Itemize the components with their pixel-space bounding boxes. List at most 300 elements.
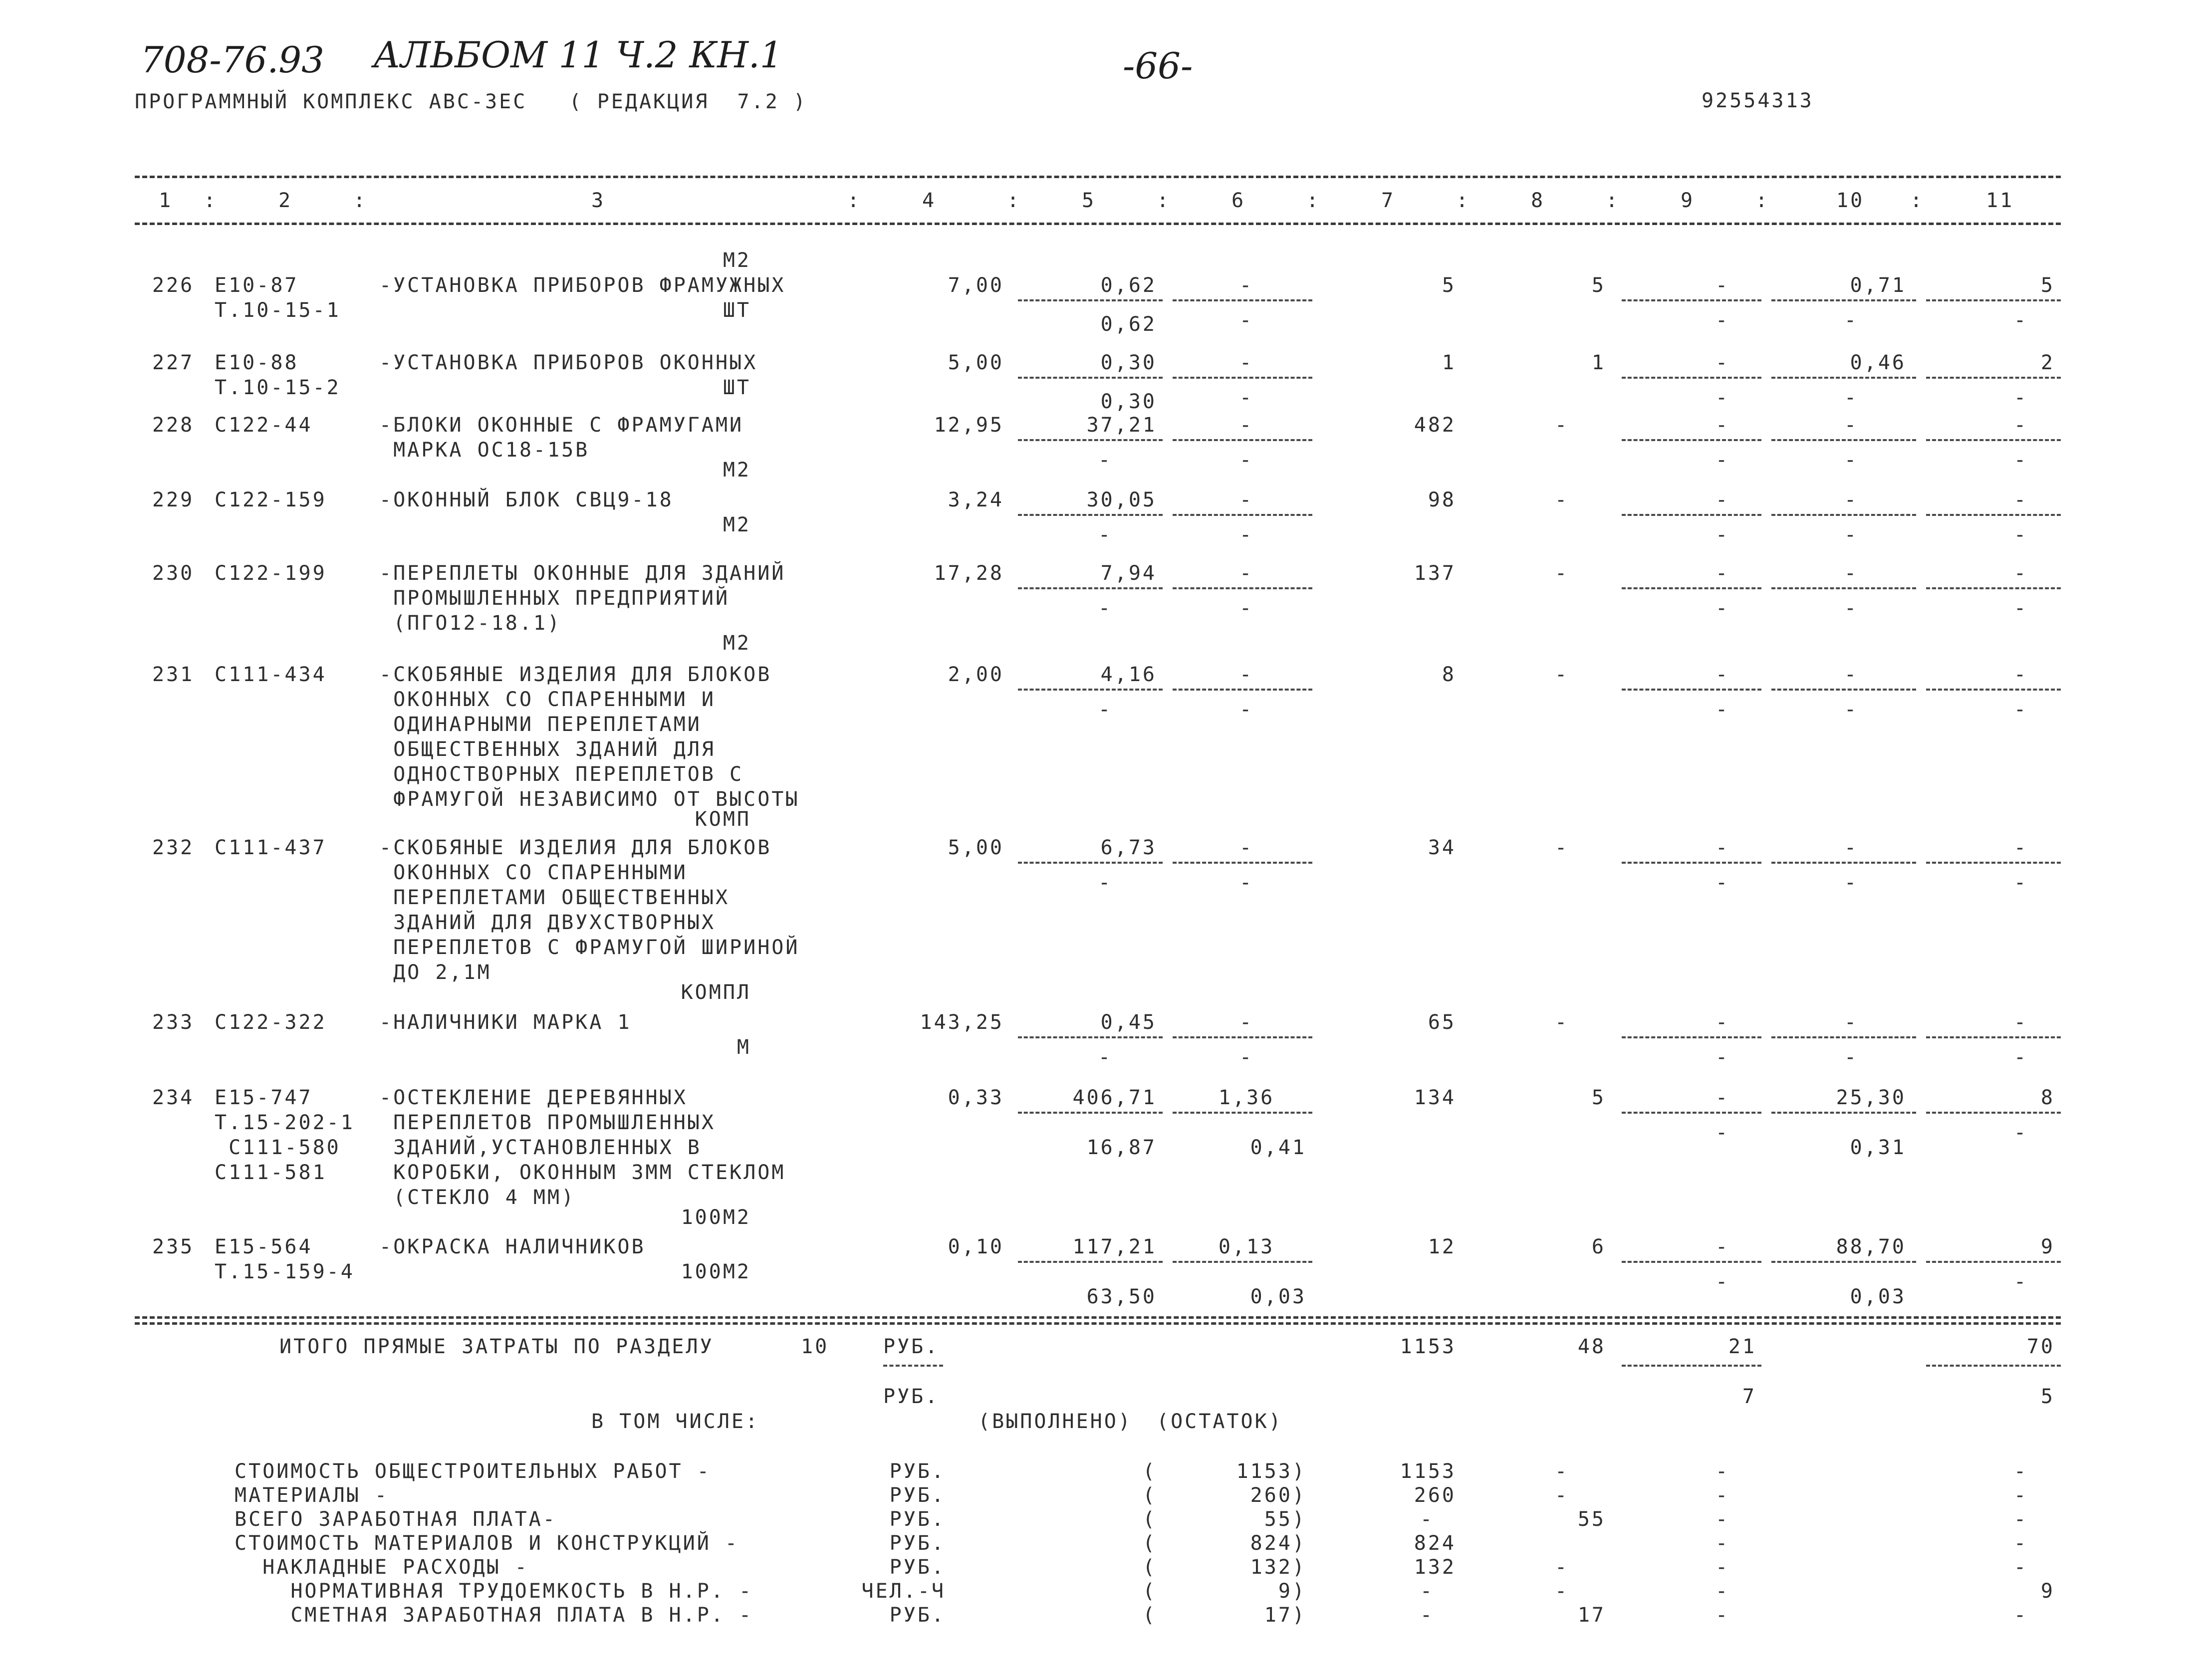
breakdown-col9: - [1715, 1580, 1730, 1603]
breakdown-label: НАКЛАДНЫЕ РАСХОДЫ - [235, 1556, 529, 1579]
work-name: -УСТАНОВКА ПРИБОРОВ ФРАМУЖНЫХ [379, 274, 786, 297]
cell-rule [1018, 1036, 1163, 1038]
col5-lower: 0,30 [1100, 390, 1157, 413]
quantity: 5,00 [948, 351, 1004, 374]
breakdown-col9: - [1715, 1508, 1730, 1531]
col8-value: 5 [1591, 274, 1606, 297]
cell-rule [1771, 514, 1916, 516]
col6-value: - [1239, 836, 1254, 859]
work-name: ФРАМУГОЙ НЕЗАВИСИМО ОТ ВЫСОТЫ [379, 788, 800, 811]
breakdown-label: СТОИМОСТЬ МАТЕРИАЛОВ И КОНСТРУКЦИЙ - [235, 1532, 739, 1555]
col11-lower: - [2013, 871, 2028, 894]
unit-label: М2 [723, 513, 751, 536]
quantity: 17,28 [934, 562, 1004, 585]
resource-code: С111-437 [215, 836, 327, 859]
col5-value: 0,62 [1100, 274, 1157, 297]
cell-rule [1173, 689, 1312, 691]
breakdown-col9: - [1715, 1484, 1730, 1507]
cell-rule [1622, 587, 1761, 589]
col10-value: 25,30 [1836, 1086, 1906, 1109]
col10-value: 0,46 [1850, 351, 1906, 374]
quantity: 143,25 [920, 1011, 1004, 1034]
col10-value: - [1844, 836, 1859, 859]
cell-rule [1018, 862, 1163, 864]
handwritten-album: АЛЬБОМ 11 Ч.2 КН.1 [373, 34, 783, 76]
col9-lower: - [1715, 523, 1730, 546]
breakdown-label: НОРМАТИВНАЯ ТРУДОЕМКОСТЬ В Н.Р. - [235, 1580, 753, 1603]
handwritten-code: 708-76.93 [141, 39, 324, 81]
unit-label: М2 [723, 459, 751, 481]
col11-lower: - [2013, 449, 2028, 472]
col10-lower: - [1844, 309, 1859, 332]
rest-label: (ОСТАТОК) [1157, 1410, 1283, 1433]
open-paren: ( [1143, 1580, 1157, 1603]
breakdown-unit: РУБ. [889, 1460, 946, 1483]
col10-lower: - [1844, 597, 1859, 620]
breakdown-label: СМЕТНАЯ ЗАРАБОТНАЯ ПЛАТА В Н.Р. - [235, 1604, 753, 1627]
resource-code: Е15-747 [215, 1086, 313, 1109]
breakdown-col11: 9 [2040, 1580, 2055, 1603]
column-header-11: 11 [1986, 189, 2014, 212]
col11-value: - [2013, 414, 2028, 437]
work-name: ОДИНАРНЫМИ ПЕРЕПЛЕТАМИ [379, 713, 702, 736]
col7-value: 98 [1428, 488, 1456, 511]
cell-rule [1926, 377, 2061, 379]
col11-lower: - [2013, 386, 2028, 409]
quantity: 7,00 [948, 274, 1004, 297]
done-label: (ВЫПОЛНЕНО) [978, 1410, 1132, 1433]
resource-code: С122-159 [215, 488, 327, 511]
col10-lower: - [1844, 1046, 1859, 1069]
total-col8: 48 [1577, 1335, 1606, 1358]
col11-value: - [2013, 1011, 2028, 1034]
breakdown-col7: - [1420, 1604, 1435, 1627]
work-name: ЗДАНИЙ,УСТАНОВЛЕННЫХ В [379, 1136, 702, 1159]
col9-value: - [1715, 414, 1730, 437]
col6-value: - [1239, 351, 1254, 374]
cell-rule [1173, 862, 1312, 864]
col10-lower: - [1844, 449, 1859, 472]
col5-lower: 0,62 [1100, 313, 1157, 336]
col9-lower: - [1715, 449, 1730, 472]
resource-code: Е10-87 [215, 274, 299, 297]
breakdown-col11: - [2013, 1604, 2028, 1627]
col5-value: 0,45 [1100, 1011, 1157, 1034]
col6-lower: - [1239, 1046, 1254, 1069]
col9-value: - [1715, 562, 1730, 585]
row-number: 226 [152, 274, 195, 297]
cell-rule [1926, 514, 2061, 516]
total-unit: РУБ. [883, 1335, 940, 1358]
col5-lower: 63,50 [1086, 1285, 1157, 1308]
work-name: (ПГО12-18.1) [379, 612, 562, 635]
quantity: 0,10 [948, 1235, 1004, 1258]
col11-value: 9 [2040, 1235, 2055, 1258]
column-separator: : [1910, 189, 1925, 212]
col11-value: 2 [2040, 351, 2055, 374]
breakdown-col11: - [2013, 1532, 2028, 1555]
col11-lower: - [2013, 1121, 2028, 1144]
resource-code: Т.15-159-4 [215, 1260, 355, 1283]
column-separator: : [1755, 189, 1770, 212]
cell-rule [1622, 1036, 1761, 1038]
row-number: 235 [152, 1235, 195, 1258]
breakdown-label: МАТЕРИАЛЫ - [235, 1484, 389, 1507]
unit-label: М [737, 1036, 751, 1059]
breakdown-unit: ЧЕЛ.-Ч [861, 1580, 946, 1603]
col10-value: 88,70 [1836, 1235, 1906, 1258]
col6-lower: - [1239, 597, 1254, 620]
quantity: 5,00 [948, 836, 1004, 859]
unit-label: 100М2 [681, 1206, 751, 1229]
col8-value: - [1554, 414, 1569, 437]
breakdown-unit: РУБ. [889, 1604, 946, 1627]
cell-rule [1926, 689, 2061, 691]
col5-lower: - [1098, 1046, 1113, 1069]
col5-lower: - [1098, 871, 1113, 894]
col5-value: 30,05 [1086, 488, 1157, 511]
col9-lower: - [1715, 698, 1730, 721]
total-col7: 1153 [1400, 1335, 1456, 1358]
work-name: КОРОБКИ, ОКОННЫМ 3ММ СТЕКЛОМ [379, 1161, 786, 1184]
breakdown-col8: 17 [1577, 1604, 1606, 1627]
breakdown-label: СТОИМОСТЬ ОБЩЕСТРОИТЕЛЬНЫХ РАБОТ - [235, 1460, 711, 1483]
col10-value: - [1844, 488, 1859, 511]
doc-id: 92554313 [1702, 89, 1814, 112]
breakdown-col8: - [1554, 1556, 1569, 1579]
col10-value: - [1844, 663, 1859, 686]
work-name: ОБЩЕСТВЕННЫХ ЗДАНИЙ ДЛЯ [379, 738, 716, 761]
work-name: -СКОБЯНЫЕ ИЗДЕЛИЯ ДЛЯ БЛОКОВ [379, 663, 772, 686]
total-unit-rule [883, 1365, 943, 1367]
column-header-7: 7 [1381, 189, 1396, 212]
col8-value: - [1554, 663, 1569, 686]
work-name: -СКОБЯНЫЕ ИЗДЕЛИЯ ДЛЯ БЛОКОВ [379, 836, 772, 859]
breakdown-done: 17) [1264, 1604, 1306, 1627]
resource-code: С122-199 [215, 562, 327, 585]
col7-value: 5 [1442, 274, 1456, 297]
page-number: -66- [1123, 45, 1193, 87]
col9-value: - [1715, 351, 1730, 374]
col9-lower: - [1715, 386, 1730, 409]
cell-rule [1771, 439, 1916, 441]
col5-value: 4,16 [1100, 663, 1157, 686]
work-name: -НАЛИЧНИКИ МАРКА 1 [379, 1011, 632, 1034]
col8-value: - [1554, 836, 1569, 859]
breakdown-col7: 824 [1414, 1532, 1456, 1555]
open-paren: ( [1143, 1460, 1157, 1483]
column-separator: : [1157, 189, 1171, 212]
cell-rule [1018, 299, 1163, 301]
col5-value: 117,21 [1072, 1235, 1157, 1258]
col6-value: - [1239, 488, 1254, 511]
col6-lower: - [1239, 309, 1254, 332]
breakdown-done: 824) [1250, 1532, 1306, 1555]
col8-value: - [1554, 488, 1569, 511]
col11-value: - [2013, 562, 2028, 585]
table-end-rule-2 [135, 1322, 2061, 1325]
col7-value: 134 [1414, 1086, 1456, 1109]
row-number: 228 [152, 414, 195, 437]
unit-label: М2 [723, 632, 751, 655]
resource-code: С111-581 [215, 1161, 327, 1184]
open-paren: ( [1143, 1484, 1157, 1507]
cell-rule [1018, 1112, 1163, 1114]
unit-label: КОМП [695, 808, 751, 831]
cell-rule [1622, 689, 1761, 691]
cell-rule [1622, 1112, 1761, 1114]
cell-rule [1018, 689, 1163, 691]
work-name: МАРКА ОС18-15В [379, 439, 590, 462]
breakdown-unit: РУБ. [889, 1532, 946, 1555]
col6-value: 0,13 [1218, 1235, 1275, 1258]
work-name: ОКОННЫХ СО СПАРЕННЫМИ И [379, 688, 716, 711]
resource-code: С122-322 [215, 1011, 327, 1034]
col10-lower: 0,03 [1850, 1285, 1906, 1308]
header-rule-top [135, 176, 2061, 178]
col6-value: - [1239, 663, 1254, 686]
column-separator: : [1007, 189, 1021, 212]
unit-label: ШТ [723, 299, 751, 322]
breakdown-col7: - [1420, 1508, 1435, 1531]
breakdown-done: 260) [1250, 1484, 1306, 1507]
breakdown-label: ВСЕГО ЗАРАБОТНАЯ ПЛАТА- [235, 1508, 557, 1531]
resource-code: Т.15-202-1 [215, 1111, 355, 1134]
work-name: ДО 2,1М [379, 961, 491, 984]
work-name: -ОКОННЫЙ БЛОК СВЦ9-18 [379, 488, 674, 511]
cell-rule [1771, 377, 1916, 379]
column-separator: : [847, 189, 862, 212]
col9-value: - [1715, 663, 1730, 686]
col9-value: - [1715, 488, 1730, 511]
breakdown-col8: 55 [1577, 1508, 1606, 1531]
cell-rule [1926, 587, 2061, 589]
cell-rule [1173, 377, 1312, 379]
col6-lower: - [1239, 386, 1254, 409]
col11-value: 5 [2040, 274, 2055, 297]
column-header-4: 4 [922, 189, 937, 212]
col9-value: - [1715, 836, 1730, 859]
breakdown-done: 1153) [1236, 1460, 1306, 1483]
column-header-8: 8 [1531, 189, 1545, 212]
col7-value: 65 [1428, 1011, 1456, 1034]
cell-rule [1926, 299, 2061, 301]
col6-value: - [1239, 414, 1254, 437]
col6-lower: 0,41 [1250, 1136, 1306, 1159]
column-header-9: 9 [1681, 189, 1695, 212]
resource-code: Т.10-15-2 [215, 376, 341, 399]
total-col11-lower: 5 [2040, 1385, 2055, 1408]
col9-value: - [1715, 1086, 1730, 1109]
col9-value: - [1715, 1011, 1730, 1034]
col7-value: 482 [1414, 414, 1456, 437]
column-separator: : [1456, 189, 1471, 212]
in-that-label: В ТОМ ЧИСЛЕ: [591, 1410, 759, 1433]
work-name: (СТЕКЛО 4 ММ) [379, 1186, 576, 1209]
col11-lower: - [2013, 698, 2028, 721]
col5-lower: - [1098, 523, 1113, 546]
cell-rule [1622, 862, 1761, 864]
breakdown-col8: - [1554, 1460, 1569, 1483]
column-separator: : [204, 189, 218, 212]
column-separator: : [353, 189, 368, 212]
open-paren: ( [1143, 1508, 1157, 1531]
open-paren: ( [1143, 1556, 1157, 1579]
cell-rule [1018, 587, 1163, 589]
row-number: 230 [152, 562, 195, 585]
breakdown-done: 132) [1250, 1556, 1306, 1579]
col8-value: 6 [1591, 1235, 1606, 1258]
col10-lower: - [1844, 871, 1859, 894]
col7-value: 8 [1442, 663, 1456, 686]
col11-value: 8 [2040, 1086, 2055, 1109]
cell-rule [1771, 1036, 1916, 1038]
col8-value: - [1554, 1011, 1569, 1034]
col6-value: 1,36 [1218, 1086, 1275, 1109]
col11-lower: - [2013, 597, 2028, 620]
col5-lower: - [1098, 698, 1113, 721]
cell-rule [1622, 1261, 1761, 1263]
row-number: 231 [152, 663, 195, 686]
column-header-10: 10 [1836, 189, 1865, 212]
col9-value: - [1715, 1235, 1730, 1258]
col6-value: - [1239, 274, 1254, 297]
row-number: 233 [152, 1011, 195, 1034]
resource-code: Е10-88 [215, 351, 299, 374]
col5-lower: - [1098, 449, 1113, 472]
total-rule [1926, 1365, 2061, 1367]
col11-value: - [2013, 663, 2028, 686]
cell-rule [1926, 1036, 2061, 1038]
unit-label: ШТ [723, 376, 751, 399]
col5-value: 0,30 [1100, 351, 1157, 374]
breakdown-col7: 260 [1414, 1484, 1456, 1507]
col5-value: 406,71 [1072, 1086, 1157, 1109]
col9-lower: - [1715, 871, 1730, 894]
col11-value: - [2013, 836, 2028, 859]
col6-lower: 0,03 [1250, 1285, 1306, 1308]
col9-value: - [1715, 274, 1730, 297]
header-rule-bottom [135, 223, 2061, 225]
open-paren: ( [1143, 1532, 1157, 1555]
total-col9-lower: 7 [1742, 1385, 1756, 1408]
cell-rule [1173, 299, 1312, 301]
cell-rule [1173, 514, 1312, 516]
work-name: ОДНОСТВОРНЫХ ПЕРЕПЛЕТОВ С [379, 763, 744, 786]
total-section: 10 [801, 1335, 829, 1358]
col10-value: - [1844, 414, 1859, 437]
col7-value: 1 [1442, 351, 1456, 374]
column-header-3: 3 [591, 189, 606, 212]
col10-lower: - [1844, 698, 1859, 721]
breakdown-col8: - [1554, 1484, 1569, 1507]
column-header-5: 5 [1082, 189, 1096, 212]
col10-lower: - [1844, 523, 1859, 546]
quantity: 3,24 [948, 488, 1004, 511]
col11-lower: - [2013, 1046, 2028, 1069]
breakdown-col11: - [2013, 1460, 2028, 1483]
row-number: 232 [152, 836, 195, 859]
cell-rule [1926, 1261, 2061, 1263]
breakdown-unit: РУБ. [889, 1508, 946, 1531]
cell-rule [1771, 587, 1916, 589]
col8-value: 5 [1591, 1086, 1606, 1109]
quantity: 0,33 [948, 1086, 1004, 1109]
cell-rule [1173, 1112, 1312, 1114]
total-col11: 70 [2026, 1335, 2055, 1358]
cell-rule [1926, 1112, 2061, 1114]
breakdown-col7: 132 [1414, 1556, 1456, 1579]
breakdown-col11: - [2013, 1484, 2028, 1507]
col9-lower: - [1715, 1270, 1730, 1293]
cell-rule [1622, 377, 1761, 379]
breakdown-col9: - [1715, 1460, 1730, 1483]
column-header-6: 6 [1231, 189, 1246, 212]
col10-value: 0,71 [1850, 274, 1906, 297]
work-name: ОКОННЫХ СО СПАРЕННЫМИ [379, 861, 688, 884]
breakdown-col9: - [1715, 1532, 1730, 1555]
col6-lower: - [1239, 523, 1254, 546]
work-name: ПЕРЕПЛЕТОВ ПРОМЫШЛЕННЫХ [379, 1111, 716, 1134]
cell-rule [1018, 514, 1163, 516]
total-unit-2: РУБ. [883, 1385, 940, 1408]
col10-lower: 0,31 [1850, 1136, 1906, 1159]
work-name: -УСТАНОВКА ПРИБОРОВ ОКОННЫХ [379, 351, 758, 374]
work-name: -ОСТЕКЛЕНИЕ ДЕРЕВЯННЫХ [379, 1086, 688, 1109]
row-number: 234 [152, 1086, 195, 1109]
row-number: 229 [152, 488, 195, 511]
cell-rule [1771, 299, 1916, 301]
row-number: 227 [152, 351, 195, 374]
breakdown-col7: - [1420, 1580, 1435, 1603]
breakdown-col9: - [1715, 1604, 1730, 1627]
col6-lower: - [1239, 871, 1254, 894]
col5-value: 7,94 [1100, 562, 1157, 585]
cell-rule [1622, 514, 1761, 516]
cell-rule [1622, 299, 1761, 301]
cell-rule [1771, 1112, 1916, 1114]
col6-lower: - [1239, 449, 1254, 472]
col5-lower: - [1098, 597, 1113, 620]
cell-rule [1771, 689, 1916, 691]
cell-rule [1173, 1261, 1312, 1263]
cell-rule [1018, 377, 1163, 379]
col10-value: - [1844, 562, 1859, 585]
col5-value: 37,21 [1086, 414, 1157, 437]
col9-lower: - [1715, 309, 1730, 332]
breakdown-col9: - [1715, 1556, 1730, 1579]
resource-code: Т.10-15-1 [215, 299, 341, 322]
breakdown-col11: - [2013, 1556, 2028, 1579]
unit-label: КОМПЛ [681, 981, 751, 1004]
col9-lower: - [1715, 597, 1730, 620]
col5-value: 6,73 [1100, 836, 1157, 859]
resource-code: С111-434 [215, 663, 327, 686]
open-paren: ( [1143, 1604, 1157, 1627]
table-end-rule [135, 1316, 2061, 1319]
col7-value: 34 [1428, 836, 1456, 859]
program-line: ПРОГРАММНЫЙ КОМПЛЕКС АВС-3ЕС ( РЕДАКЦИЯ 7.2 ) [135, 90, 807, 113]
column-separator: : [1306, 189, 1321, 212]
col9-lower: - [1715, 1046, 1730, 1069]
breakdown-col7: 1153 [1400, 1460, 1456, 1483]
cell-rule [1771, 862, 1916, 864]
cell-rule [1771, 1261, 1916, 1263]
col7-value: 137 [1414, 562, 1456, 585]
resource-code: С122-44 [215, 414, 313, 437]
quantity: 12,95 [934, 414, 1004, 437]
work-name: ПЕРЕПЛЕТАМИ ОБЩЕСТВЕННЫХ [379, 886, 730, 909]
